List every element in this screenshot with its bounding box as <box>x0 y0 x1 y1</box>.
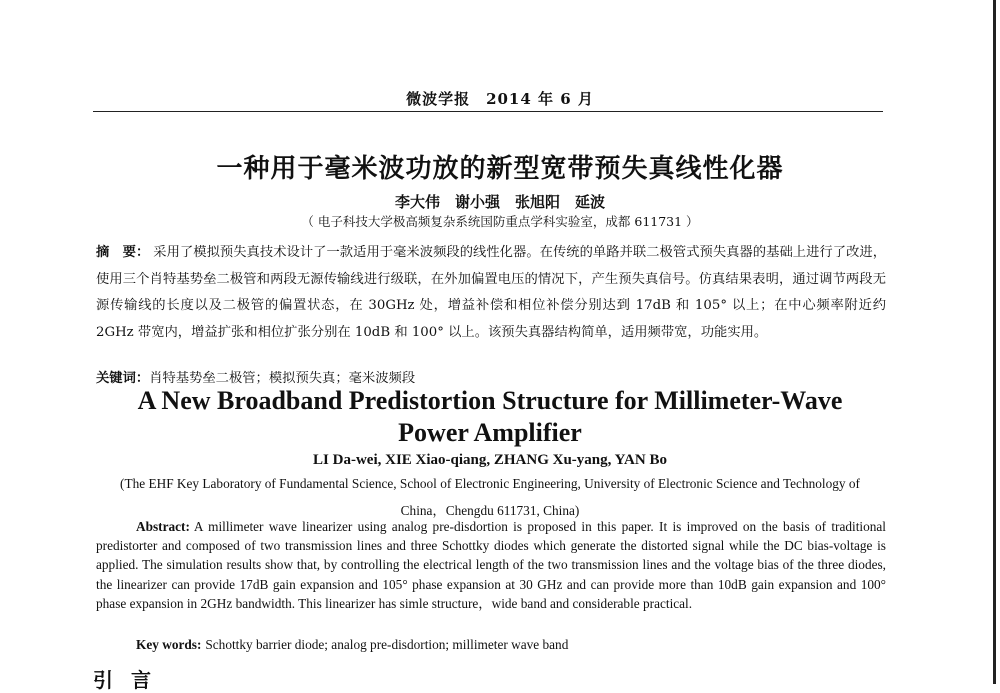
english-title-line-1: A New Broadband Predistortion Structure for Millimeter-Wave <box>137 386 843 415</box>
chinese-title: 一种用于毫米波功放的新型宽带预失真线性化器 <box>216 154 784 184</box>
english-abstract <box>96 517 886 613</box>
english-abstract-text: A millimeter wave linearizer using analog pre-disdortion is proposed in this paper. It is improved on the basis of traditional predistorter and composed of two transmission lines and three Schottky diodes which generate the distorted signal while the DC bias-voltage is applied. The simulation results show that, by controlling the electrical length of the two transmission lines and the voltage bias of the three diodes, the linearizer can provide 17dB gain expansion and 105° phase expansion at 30 GHz and can provide more than 10dB gain expansion and 100° phase expansion in 2GHz bandwidth. This linearizer has simle structure，wide band and considerable practical. <box>96 519 886 611</box>
page-edge-line <box>993 0 996 684</box>
chinese-authors: 李大伟 谢小强 张旭阳 延波 <box>394 193 605 211</box>
english-title-line-2: Power Amplifier <box>398 418 582 447</box>
english-abstract-label: Abstract: <box>136 519 190 534</box>
english-keywords-text: Schottky barrier diode; analog pre-disdortion; millimeter wave band <box>205 637 569 652</box>
chinese-keywords-label: 关键词： <box>96 371 150 386</box>
english-keywords-label: Key words: <box>136 637 202 652</box>
chinese-abstract <box>96 240 886 346</box>
introduction-heading: 引言 <box>93 668 169 692</box>
chinese-abstract-text: 采用了模拟预失真技术设计了一款适用于毫米波频段的线性化器。在传统的单路并联二极管式预失真器的基础上进行了改进，使用三个肖特基势垒二极管和两段无源传输线进行级联，在外加偏置电压的情况下，产生预失真信号。仿真结果表明，通过调节两段无源传输线的长度以及二极管的偏置状态，在 30GHz 处，增益补偿和相位补偿分别达到 17dB 和 105° 以上；在中心频率附近约 2GHz 带宽内，增益扩张和相位扩张分别在 10dB 和 100° 以上。该预失真器结构简单，适用频带宽，功能实用。 <box>96 245 887 340</box>
english-title <box>0 385 980 449</box>
chinese-keywords-text: 肖特基势垒二极管；模拟预失真；毫米波频段 <box>149 371 416 386</box>
running-header: 微波学报 2014 年 6 月 <box>406 90 594 108</box>
chinese-abstract-label: 摘 要： <box>96 245 150 260</box>
chinese-affiliation: （ 电子科技大学极高频复杂系统国防重点学科实验室，成都 611731 ） <box>301 214 699 229</box>
header-rule <box>93 111 883 112</box>
english-authors: LI Da-wei, XIE Xiao-qiang, ZHANG Xu-yang, YAN Bo <box>313 452 667 468</box>
english-keywords <box>136 636 886 654</box>
english-affiliation: (The EHF Key Laboratory of Fundamental Science, School of Electronic Engineering, University of Electronic Science and Technology of China，Chengdu 611731, China) <box>120 476 860 518</box>
